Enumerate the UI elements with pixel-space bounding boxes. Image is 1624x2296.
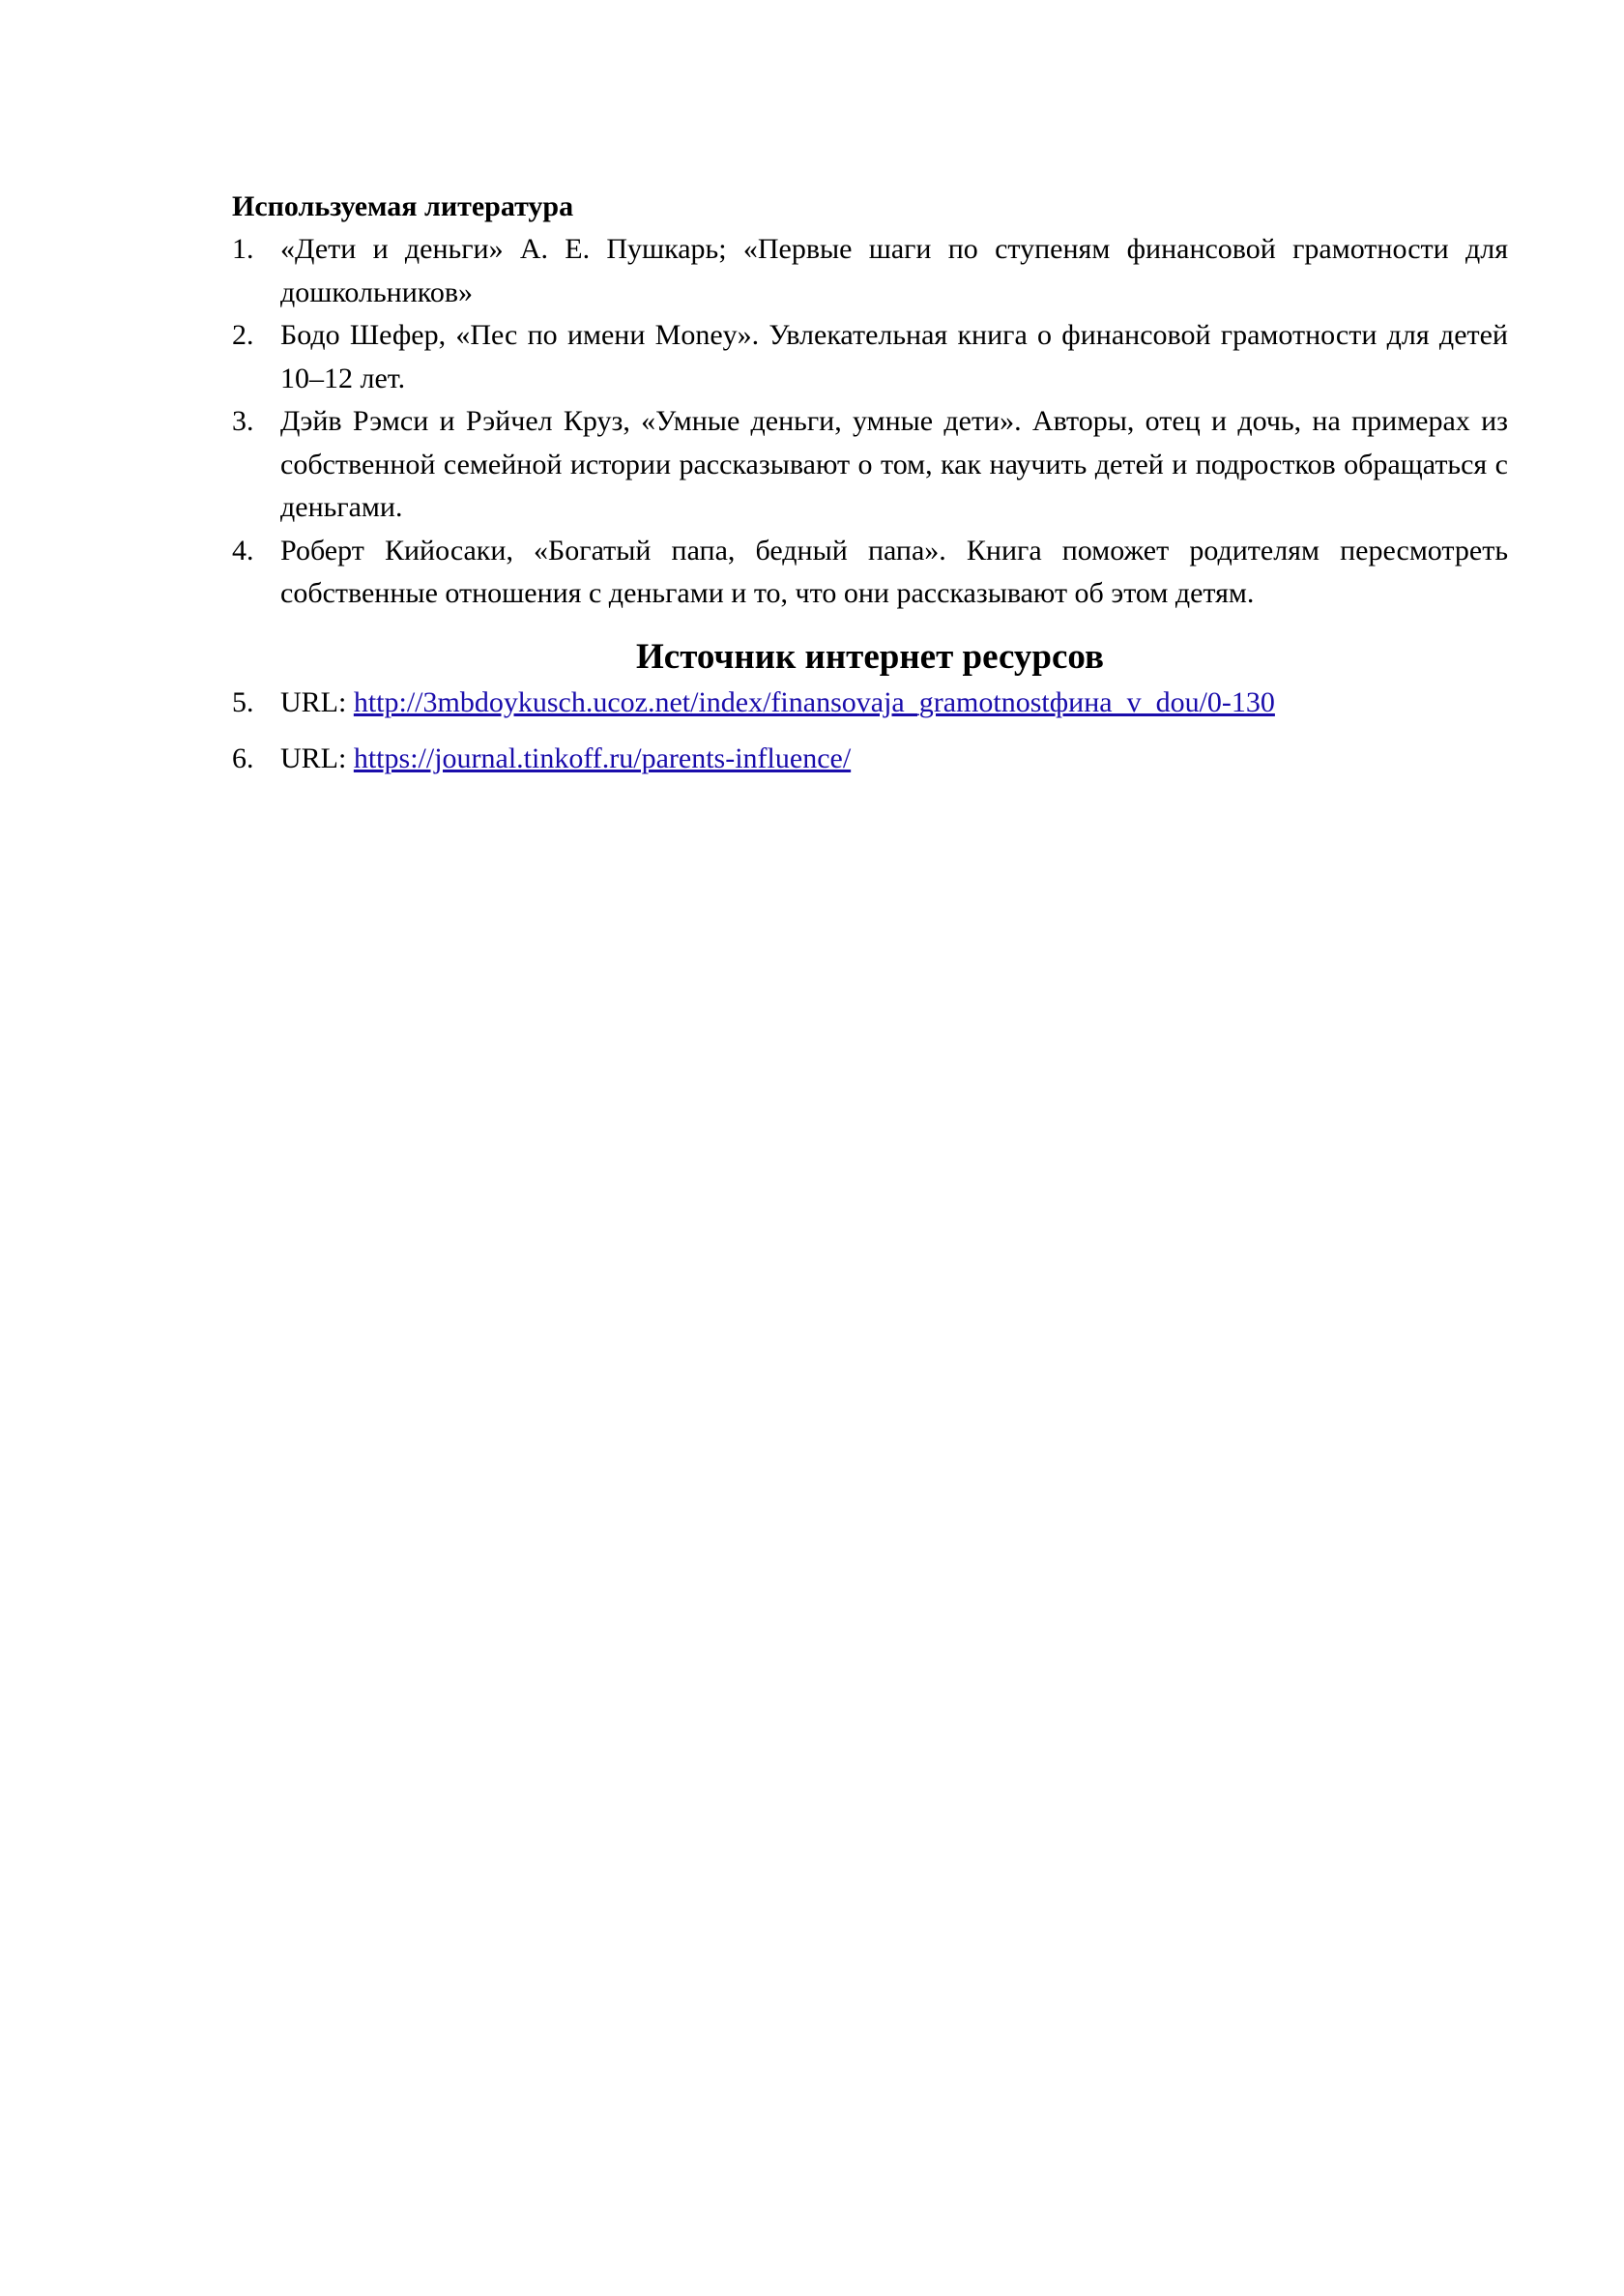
url-prefix: URL: bbox=[280, 741, 354, 774]
literature-item-text: Бодо Шефер, «Пес по имени Money». Увлекательная книга о финансовой грамотности для детей 10–12 лет. bbox=[280, 319, 1508, 394]
url-item bbox=[232, 682, 1508, 724]
resource-link[interactable]: http://3mbdoykusch.ucoz.net/index/finansovaja_gramotnostфина_v_dou/0-130 bbox=[353, 685, 1275, 718]
list-number: 4. bbox=[232, 534, 254, 567]
literature-heading: Используемая литература bbox=[232, 190, 574, 222]
internet-resources-list bbox=[232, 682, 1508, 780]
literature-item bbox=[232, 530, 1508, 616]
list-number: 2. bbox=[232, 319, 254, 351]
literature-item bbox=[232, 228, 1508, 314]
list-number: 5. bbox=[232, 685, 254, 718]
resource-link[interactable]: https://journal.tinkoff.ru/parents-influence/ bbox=[353, 741, 852, 774]
list-number: 1. bbox=[232, 233, 254, 265]
internet-resources-heading: Источник интернет ресурсов bbox=[636, 636, 1104, 677]
page-content bbox=[232, 186, 1508, 780]
literature-list bbox=[232, 228, 1508, 616]
list-number: 3. bbox=[232, 405, 254, 437]
url-item bbox=[232, 738, 1508, 780]
literature-item bbox=[232, 314, 1508, 400]
url-prefix: URL: bbox=[280, 685, 354, 718]
literature-item bbox=[232, 400, 1508, 530]
literature-item-text: Роберт Кийосаки, «Богатый папа, бедный папа». Книга поможет родителям пересмотреть собственные отношения с деньгами и то, что они рассказывают об этом детям. bbox=[280, 534, 1508, 609]
literature-item-text: Дэйв Рэмси и Рэйчел Круз, «Умные деньги, умные дети». Авторы, отец и дочь, на примерах из собственной семейной истории рассказывают о том, как научить детей и подростков обращаться с деньгами. bbox=[280, 405, 1508, 523]
list-number: 6. bbox=[232, 741, 254, 774]
literature-item-text: «Дети и деньги» А. Е. Пушкарь; «Первые шаги по ступеням финансовой грамотности для дошкольников» bbox=[280, 233, 1508, 308]
